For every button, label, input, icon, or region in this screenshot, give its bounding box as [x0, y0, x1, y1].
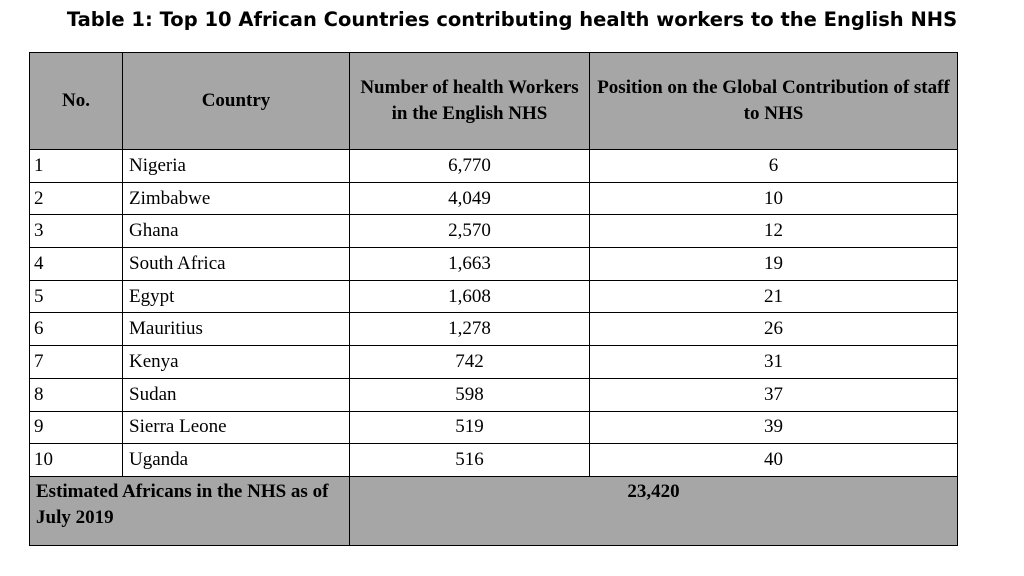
table-row [30, 248, 958, 281]
row-country: Kenya [123, 346, 350, 379]
row-number: 5 [30, 280, 123, 313]
table-row [30, 280, 958, 313]
row-position: 12 [590, 215, 958, 248]
row-country: South Africa [123, 248, 350, 281]
row-position: 39 [590, 411, 958, 444]
table-row [30, 182, 958, 215]
row-position: 19 [590, 248, 958, 281]
row-number: 3 [30, 215, 123, 248]
header-country: Country [123, 53, 350, 150]
table-row [30, 444, 958, 477]
table-row [30, 378, 958, 411]
row-position: 40 [590, 444, 958, 477]
row-country: Sierra Leone [123, 411, 350, 444]
row-number: 6 [30, 313, 123, 346]
row-number: 8 [30, 378, 123, 411]
row-position: 37 [590, 378, 958, 411]
row-workers: 1,608 [350, 280, 590, 313]
table-row [30, 346, 958, 379]
table-row [30, 411, 958, 444]
row-workers: 6,770 [350, 150, 590, 183]
row-country: Sudan [123, 378, 350, 411]
table-title: Table 1: Top 10 African Countries contributing health workers to the English NHS [66, 8, 958, 31]
row-workers: 2,570 [350, 215, 590, 248]
row-number: 2 [30, 182, 123, 215]
row-country: Egypt [123, 280, 350, 313]
footer-label: Estimated Africans in the NHS as of July 2019 [30, 476, 350, 545]
row-workers: 598 [350, 378, 590, 411]
row-workers: 516 [350, 444, 590, 477]
table-header-row [30, 53, 958, 150]
row-workers: 1,278 [350, 313, 590, 346]
row-number: 7 [30, 346, 123, 379]
row-workers: 4,049 [350, 182, 590, 215]
row-workers: 742 [350, 346, 590, 379]
row-position: 10 [590, 182, 958, 215]
row-country: Zimbabwe [123, 182, 350, 215]
row-country: Nigeria [123, 150, 350, 183]
row-position: 26 [590, 313, 958, 346]
row-country: Uganda [123, 444, 350, 477]
row-number: 4 [30, 248, 123, 281]
table-footer-row [30, 476, 958, 545]
row-position: 31 [590, 346, 958, 379]
table-row [30, 150, 958, 183]
row-number: 1 [30, 150, 123, 183]
header-no: No. [30, 53, 123, 150]
row-number: 9 [30, 411, 123, 444]
health-workers-table [29, 52, 958, 546]
row-position: 6 [590, 150, 958, 183]
row-workers: 519 [350, 411, 590, 444]
row-workers: 1,663 [350, 248, 590, 281]
table-row [30, 215, 958, 248]
row-position: 21 [590, 280, 958, 313]
row-number: 10 [30, 444, 123, 477]
header-workers: Number of health Workers in the English NHS [350, 53, 590, 150]
row-country: Ghana [123, 215, 350, 248]
row-country: Mauritius [123, 313, 350, 346]
footer-total: 23,420 [350, 476, 958, 545]
header-position: Position on the Global Contribution of staff to NHS [590, 53, 958, 150]
table-row [30, 313, 958, 346]
